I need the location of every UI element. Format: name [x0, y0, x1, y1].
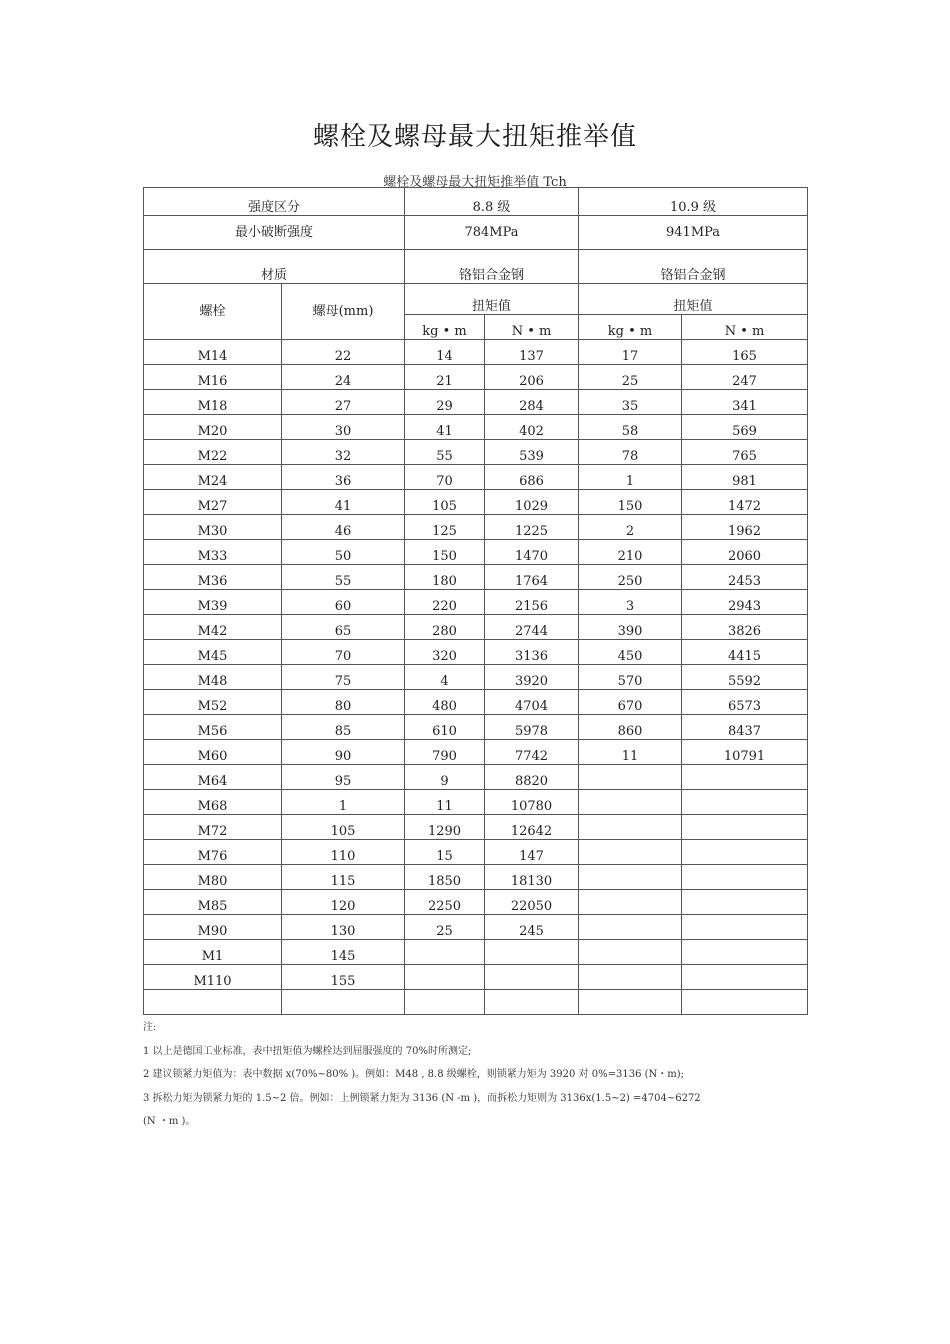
bolt-cell: M64 — [144, 765, 282, 790]
grade-10-9: 10.9 级 — [579, 188, 808, 216]
nm-10-9-cell: 4415 — [682, 640, 808, 665]
kgm-8-8-cell: 220 — [405, 590, 485, 615]
nm-8-8-cell: 686 — [485, 465, 579, 490]
kgm-10-9-cell: 3 — [579, 590, 682, 615]
nut-cell: 145 — [282, 940, 405, 965]
table-row — [144, 940, 808, 965]
nm-10-9-cell: 247 — [682, 365, 808, 390]
kgm-10-9-cell — [579, 965, 682, 990]
nm-8-8-cell: 7742 — [485, 740, 579, 765]
nm-8-8-cell: 245 — [485, 915, 579, 940]
kgm-8-8-cell — [405, 940, 485, 965]
note-line-3: 3 拆松力矩为锁紧力矩的 1.5~2 倍。例如：上例锁紧力矩为 3136 (N -m )，而拆松力矩则为 3136x(1.5~2) =4704~6272 — [143, 1092, 701, 1104]
torque-table — [143, 187, 808, 1015]
nm-10-9-cell: 2943 — [682, 590, 808, 615]
table-row — [144, 340, 808, 365]
kgm-10-9-cell — [579, 865, 682, 890]
kgm-8-8-cell: 125 — [405, 515, 485, 540]
bolt-label: 螺栓 — [144, 284, 282, 340]
note-line-2: 2 建议锁紧力矩值为：表中数据 x(70%~80% )。例如：M48 , 8.8 级螺栓，则锁紧力矩为 3920 对 0%=3136 (N・m); — [143, 1069, 685, 1080]
nm-8-8-cell: 284 — [485, 390, 579, 415]
table-row — [144, 765, 808, 790]
kgm-10-9-cell: 390 — [579, 615, 682, 640]
table-row — [144, 640, 808, 665]
nm-10-9-cell — [682, 990, 808, 1015]
nut-cell: 60 — [282, 590, 405, 615]
bolt-cell: M39 — [144, 590, 282, 615]
material-10-9: 铬铝合金钢 — [579, 250, 808, 284]
nm-10-9-cell: 765 — [682, 440, 808, 465]
kgm-10-9-cell: 670 — [579, 690, 682, 715]
nm-8-8-cell: 147 — [485, 840, 579, 865]
nm-10-9-cell: 10791 — [682, 740, 808, 765]
min-break-8-8: 784MPa — [405, 216, 579, 250]
kgm-8-8-cell: 70 — [405, 465, 485, 490]
nut-cell: 130 — [282, 915, 405, 940]
kgm-10-9-cell — [579, 765, 682, 790]
kgm-10-9-cell — [579, 990, 682, 1015]
table-row — [144, 490, 808, 515]
nm-10-9-cell: 569 — [682, 415, 808, 440]
bolt-cell: M20 — [144, 415, 282, 440]
kgm-8-8-cell: 150 — [405, 540, 485, 565]
notes-heading: 注: — [143, 1022, 157, 1033]
kgm-8-8-cell: 480 — [405, 690, 485, 715]
kgm-8-8-cell: 55 — [405, 440, 485, 465]
header-row-min-break — [144, 216, 808, 250]
kgm-10-9-cell: 58 — [579, 415, 682, 440]
nm-8-8-cell: 10780 — [485, 790, 579, 815]
table-row — [144, 915, 808, 940]
table-row — [144, 665, 808, 690]
nut-cell: 55 — [282, 565, 405, 590]
nut-cell: 50 — [282, 540, 405, 565]
nm-10-9-cell: 981 — [682, 465, 808, 490]
table-row — [144, 590, 808, 615]
nm-10-9-cell: 5592 — [682, 665, 808, 690]
kgm-10-9-cell: 450 — [579, 640, 682, 665]
nm-8-8-cell: 4704 — [485, 690, 579, 715]
bolt-cell: M22 — [144, 440, 282, 465]
nm-10-9-cell: 2453 — [682, 565, 808, 590]
kgm-8-8-cell: 2250 — [405, 890, 485, 915]
table-row — [144, 740, 808, 765]
kgm-10-9-cell: 11 — [579, 740, 682, 765]
kgm-8-8-cell: 41 — [405, 415, 485, 440]
nm-8-8-cell: 1225 — [485, 515, 579, 540]
nm-8-8-cell: 2744 — [485, 615, 579, 640]
nm-8-8-cell: 137 — [485, 340, 579, 365]
bolt-cell: M90 — [144, 915, 282, 940]
bolt-cell: M56 — [144, 715, 282, 740]
table-row — [144, 565, 808, 590]
table-row — [144, 840, 808, 865]
kgm-8-8-cell: 11 — [405, 790, 485, 815]
bolt-cell: M16 — [144, 365, 282, 390]
bolt-cell: M27 — [144, 490, 282, 515]
bolt-cell: M85 — [144, 890, 282, 915]
unit-nm-10-9: N • m — [682, 315, 808, 340]
kgm-10-9-cell: 860 — [579, 715, 682, 740]
nm-8-8-cell: 402 — [485, 415, 579, 440]
strength-label: 强度区分 — [144, 188, 405, 216]
nm-8-8-cell: 206 — [485, 365, 579, 390]
nut-cell: 155 — [282, 965, 405, 990]
nm-10-9-cell: 8437 — [682, 715, 808, 740]
nut-cell: 110 — [282, 840, 405, 865]
nm-10-9-cell: 341 — [682, 390, 808, 415]
nut-cell: 24 — [282, 365, 405, 390]
kgm-8-8-cell: 790 — [405, 740, 485, 765]
nm-8-8-cell: 8820 — [485, 765, 579, 790]
table-row — [144, 690, 808, 715]
nut-cell: 70 — [282, 640, 405, 665]
kgm-10-9-cell — [579, 840, 682, 865]
bolt-cell: M1 — [144, 940, 282, 965]
material-label: 材质 — [144, 250, 405, 284]
bolt-cell: M52 — [144, 690, 282, 715]
table-row — [144, 515, 808, 540]
kgm-10-9-cell: 1 — [579, 465, 682, 490]
nm-10-9-cell — [682, 865, 808, 890]
table-row — [144, 865, 808, 890]
kgm-8-8-cell: 105 — [405, 490, 485, 515]
bolt-cell: M48 — [144, 665, 282, 690]
nut-cell — [282, 990, 405, 1015]
torque-label-8-8: 扭矩值 — [405, 284, 579, 315]
nm-8-8-cell: 18130 — [485, 865, 579, 890]
kgm-8-8-cell: 25 — [405, 915, 485, 940]
kgm-10-9-cell: 78 — [579, 440, 682, 465]
notes — [143, 1016, 803, 1134]
table-row — [144, 615, 808, 640]
nm-8-8-cell — [485, 965, 579, 990]
kgm-8-8-cell: 29 — [405, 390, 485, 415]
material-8-8: 铬铝合金钢 — [405, 250, 579, 284]
table-row — [144, 890, 808, 915]
table-row — [144, 465, 808, 490]
nm-8-8-cell: 1029 — [485, 490, 579, 515]
table-row — [144, 415, 808, 440]
nm-10-9-cell: 1472 — [682, 490, 808, 515]
bolt-cell: M45 — [144, 640, 282, 665]
nm-10-9-cell: 6573 — [682, 690, 808, 715]
nm-10-9-cell — [682, 940, 808, 965]
kgm-10-9-cell — [579, 940, 682, 965]
kgm-8-8-cell: 1850 — [405, 865, 485, 890]
nut-cell: 75 — [282, 665, 405, 690]
nut-cell: 32 — [282, 440, 405, 465]
header-row-strength — [144, 188, 808, 216]
kgm-8-8-cell: 280 — [405, 615, 485, 640]
nut-cell: 22 — [282, 340, 405, 365]
nut-cell: 105 — [282, 815, 405, 840]
header-row-material — [144, 250, 808, 284]
grade-8-8: 8.8 级 — [405, 188, 579, 216]
nut-cell: 27 — [282, 390, 405, 415]
kgm-10-9-cell — [579, 815, 682, 840]
nm-10-9-cell — [682, 790, 808, 815]
nm-10-9-cell: 1962 — [682, 515, 808, 540]
unit-kgm-10-9: kg • m — [579, 315, 682, 340]
nm-8-8-cell: 2156 — [485, 590, 579, 615]
kgm-8-8-cell: 14 — [405, 340, 485, 365]
kgm-8-8-cell — [405, 965, 485, 990]
bolt-cell — [144, 990, 282, 1015]
table-row — [144, 965, 808, 990]
bolt-cell: M18 — [144, 390, 282, 415]
nm-10-9-cell: 2060 — [682, 540, 808, 565]
nm-8-8-cell: 5978 — [485, 715, 579, 740]
nut-label: 螺母(mm) — [282, 284, 405, 340]
table-row — [144, 990, 808, 1015]
kgm-10-9-cell: 2 — [579, 515, 682, 540]
bolt-cell: M30 — [144, 515, 282, 540]
bolt-cell: M76 — [144, 840, 282, 865]
kgm-8-8-cell: 1290 — [405, 815, 485, 840]
nut-cell: 41 — [282, 490, 405, 515]
kgm-10-9-cell — [579, 790, 682, 815]
nm-8-8-cell: 539 — [485, 440, 579, 465]
nut-cell: 30 — [282, 415, 405, 440]
nut-cell: 90 — [282, 740, 405, 765]
bolt-cell: M14 — [144, 340, 282, 365]
nm-8-8-cell — [485, 940, 579, 965]
kgm-10-9-cell: 210 — [579, 540, 682, 565]
nut-cell: 80 — [282, 690, 405, 715]
nm-10-9-cell: 3826 — [682, 615, 808, 640]
nut-cell: 120 — [282, 890, 405, 915]
table-row — [144, 540, 808, 565]
nm-8-8-cell: 3136 — [485, 640, 579, 665]
min-break-label: 最小破断强度 — [144, 216, 405, 250]
nm-8-8-cell: 12642 — [485, 815, 579, 840]
kgm-8-8-cell: 610 — [405, 715, 485, 740]
nm-10-9-cell — [682, 890, 808, 915]
kgm-10-9-cell — [579, 890, 682, 915]
table-row — [144, 715, 808, 740]
nm-10-9-cell — [682, 915, 808, 940]
kgm-8-8-cell: 15 — [405, 840, 485, 865]
kgm-10-9-cell: 250 — [579, 565, 682, 590]
bolt-cell: M24 — [144, 465, 282, 490]
note-line-1: 1 以上是德国工业标准，表中扭矩值为螺栓达到屈服强度的 70%时所测定; — [143, 1045, 472, 1057]
nm-10-9-cell — [682, 840, 808, 865]
nm-8-8-cell: 3920 — [485, 665, 579, 690]
nm-10-9-cell — [682, 815, 808, 840]
note-line-4: (N ・m )。 — [143, 1116, 196, 1127]
nut-cell: 65 — [282, 615, 405, 640]
table-row — [144, 365, 808, 390]
header-row-torque — [144, 284, 808, 315]
nut-cell: 115 — [282, 865, 405, 890]
bolt-cell: M36 — [144, 565, 282, 590]
bolt-cell: M33 — [144, 540, 282, 565]
nm-10-9-cell — [682, 965, 808, 990]
kgm-8-8-cell: 9 — [405, 765, 485, 790]
table-row — [144, 790, 808, 815]
min-break-10-9: 941MPa — [579, 216, 808, 250]
kgm-8-8-cell — [405, 990, 485, 1015]
bolt-cell: M110 — [144, 965, 282, 990]
table-row — [144, 815, 808, 840]
nut-cell: 85 — [282, 715, 405, 740]
nm-8-8-cell: 1764 — [485, 565, 579, 590]
table-caption: 螺栓及螺母最大扭矩推举值 Tch — [383, 175, 567, 190]
kgm-10-9-cell: 570 — [579, 665, 682, 690]
table-row — [144, 390, 808, 415]
nm-10-9-cell — [682, 765, 808, 790]
nm-10-9-cell: 165 — [682, 340, 808, 365]
nm-8-8-cell: 22050 — [485, 890, 579, 915]
bolt-cell: M42 — [144, 615, 282, 640]
kgm-10-9-cell — [579, 915, 682, 940]
page-title: 螺栓及螺母最大扭矩推举值 — [312, 122, 637, 152]
kgm-8-8-cell: 21 — [405, 365, 485, 390]
nut-cell: 95 — [282, 765, 405, 790]
table-row — [144, 440, 808, 465]
nut-cell: 1 — [282, 790, 405, 815]
kgm-10-9-cell: 17 — [579, 340, 682, 365]
nut-cell: 36 — [282, 465, 405, 490]
kgm-10-9-cell: 25 — [579, 365, 682, 390]
bolt-cell: M68 — [144, 790, 282, 815]
kgm-10-9-cell: 150 — [579, 490, 682, 515]
kgm-8-8-cell: 180 — [405, 565, 485, 590]
nut-cell: 46 — [282, 515, 405, 540]
bolt-cell: M80 — [144, 865, 282, 890]
bolt-cell: M72 — [144, 815, 282, 840]
nm-8-8-cell — [485, 990, 579, 1015]
kgm-8-8-cell: 4 — [405, 665, 485, 690]
bolt-cell: M60 — [144, 740, 282, 765]
nm-8-8-cell: 1470 — [485, 540, 579, 565]
torque-label-10-9: 扭矩值 — [579, 284, 808, 315]
kgm-8-8-cell: 320 — [405, 640, 485, 665]
kgm-10-9-cell: 35 — [579, 390, 682, 415]
unit-nm-8-8: N • m — [485, 315, 579, 340]
unit-kgm-8-8: kg • m — [405, 315, 485, 340]
